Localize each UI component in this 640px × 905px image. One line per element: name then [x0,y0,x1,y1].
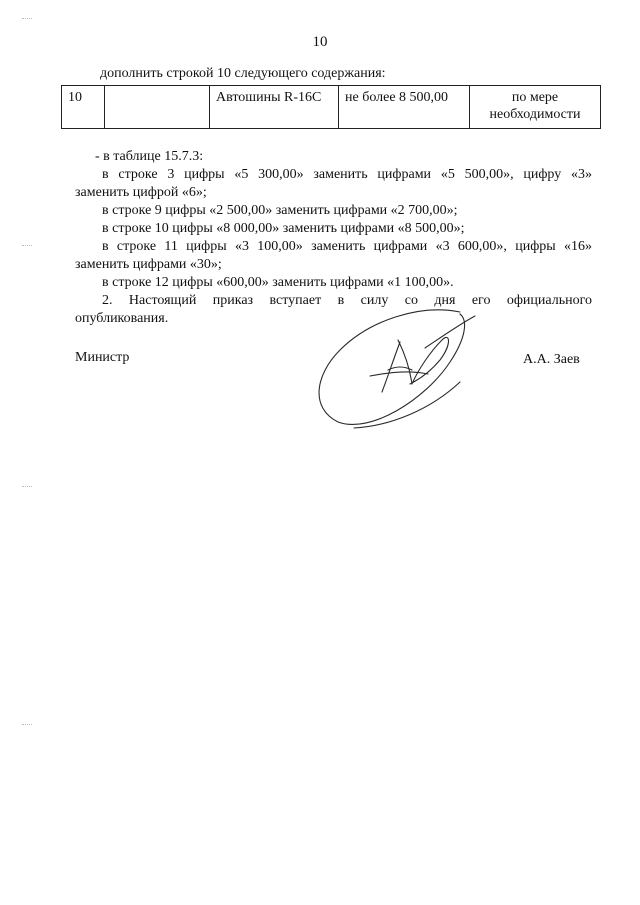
paragraph-row3-line2: заменить цифрой «6»; [75,185,207,200]
paragraph-effective-line2: опубликования. [75,311,169,326]
scan-margin-mark [22,486,32,489]
insert-table [61,85,601,129]
scan-margin-mark [22,18,32,21]
table-cell-price: не более 8 500,00 [339,86,470,129]
page-number: 10 [312,34,328,50]
paragraph-row11-line1: в строке 11 цифры «3 100,00» заменить цифрами «3 600,00», цифры «16» [102,239,592,254]
table-cell-frequency [470,86,601,129]
frequency-line-1: по мере [511,90,559,105]
paragraph-row3-line1: в строке 3 цифры «5 300,00» заменить цифрами «5 500,00», цифру «3» [102,167,592,182]
frequency-line-2: необходимости [489,107,581,122]
table-cell-empty [105,86,210,129]
minister-name: А.А. Заев [523,352,580,367]
paragraph-table-ref: - в таблице 15.7.3: [95,149,204,164]
paragraph-row9: в строке 9 цифры «2 500,00» заменить цифрами «2 700,00»; [102,203,458,218]
paragraph-row10: в строке 10 цифры «8 000,00» заменить цифрами «8 500,00»; [102,221,465,236]
scan-margin-mark [22,245,32,248]
scan-margin-mark [22,724,32,727]
table-cell-item: Автошины R-16C [210,86,339,129]
minister-title: Министр [75,350,130,365]
paragraph-effective-line1: 2. Настоящий приказ вступает в силу со дня его официального [102,293,592,308]
table-cell-number: 10 [62,86,105,129]
paragraph-row11-line2: заменить цифрами «30»; [75,257,222,272]
intro-line: дополнить строкой 10 следующего содержания: [100,66,386,81]
table-row [62,86,601,129]
paragraph-row12: в строке 12 цифры «600,00» заменить цифрами «1 100,00». [102,275,454,290]
handwritten-signature [300,300,490,435]
